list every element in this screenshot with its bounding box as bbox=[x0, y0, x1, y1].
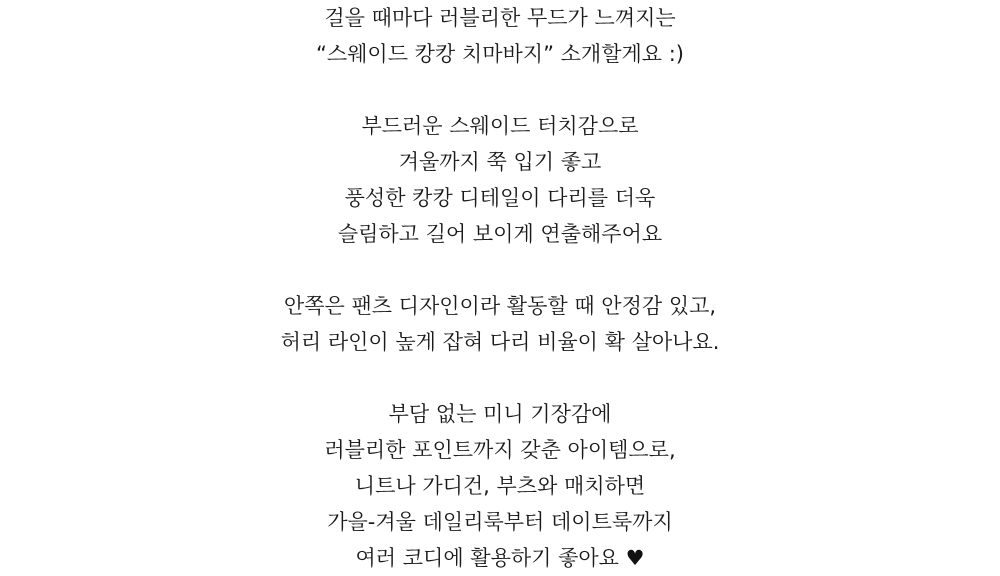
text-line: 허리 라인이 높게 잡혀 다리 비율이 확 살아나요. bbox=[280, 330, 720, 354]
paragraph-spacer bbox=[0, 72, 1000, 108]
intro-paragraph bbox=[0, 0, 1000, 72]
text-line: 풍성한 캉캉 디테일이 다리를 더욱 bbox=[344, 186, 656, 210]
paragraph-spacer bbox=[0, 252, 1000, 288]
text-line: 니트나 가디건, 부츠와 매치하면 bbox=[354, 474, 646, 498]
material-paragraph bbox=[0, 108, 1000, 252]
text-line-content: 여러 코디에 활용하기 좋아요 bbox=[355, 546, 619, 570]
text-line: 안쪽은 팬츠 디자인이라 활동할 때 안정감 있고, bbox=[283, 294, 717, 318]
styling-paragraph bbox=[0, 396, 1000, 576]
text-line: 겨울까지 쭉 입기 좋고 bbox=[398, 150, 602, 174]
text-line: 슬림하고 길어 보이게 연출해주어요 bbox=[337, 222, 663, 246]
text-line: 걸을 때마다 러블리한 무드가 느껴지는 bbox=[324, 6, 676, 30]
text-line: 가을-겨울 데일리룩부터 데이트룩까지 bbox=[327, 510, 673, 534]
paragraph-spacer bbox=[0, 360, 1000, 396]
text-line: 부드러운 스웨이드 터치감으로 bbox=[361, 114, 639, 138]
fit-paragraph bbox=[0, 288, 1000, 360]
text-line-with-heart bbox=[0, 540, 1000, 576]
text-line: “스웨이드 캉캉 치마바지” 소개할게요 :) bbox=[315, 42, 685, 66]
heart-icon: ♥ bbox=[625, 546, 645, 570]
text-line: 러블리한 포인트까지 갖춘 아이템으로, bbox=[324, 438, 676, 462]
text-line: 부담 없는 미니 기장감에 bbox=[388, 402, 612, 426]
